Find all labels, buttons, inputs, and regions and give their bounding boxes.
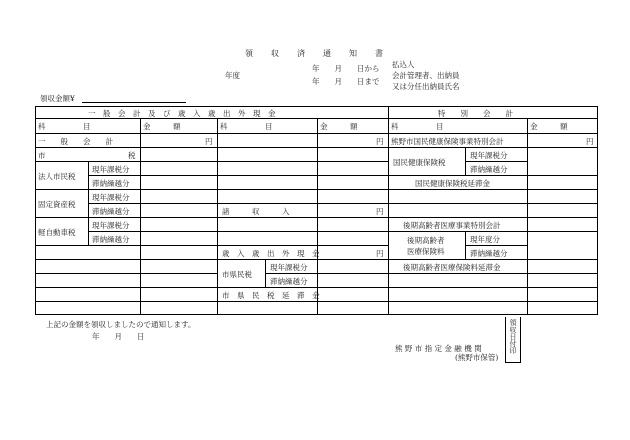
bank-sub: (熊野市保管)	[455, 353, 499, 362]
tax-label: 税	[128, 151, 136, 160]
ippan-kaikei-label: 一 般 会 計	[38, 137, 113, 146]
koki-fee-label-1: 後期高齢者	[407, 236, 445, 245]
property-arrears-label: 滞納繰越分	[92, 207, 130, 216]
light-vehicle-current-label: 現年課税分	[92, 221, 130, 230]
kokuho-late-fee-label: 国民健康保険税延滞金	[415, 179, 490, 188]
payer-label: 払込人	[392, 60, 415, 69]
misc-income-label: 諸 収 入	[222, 207, 290, 216]
corporate-current-label: 現年課税分	[92, 165, 130, 174]
koki-current-label: 現年度分	[470, 235, 500, 244]
resident-tax-label: 市県民税	[222, 270, 252, 279]
light-vehicle-arrears-label: 滞納繰越分	[92, 235, 130, 244]
resident-arrears-label: 滞納繰越分	[270, 277, 308, 286]
misc-income-yen: 円	[376, 207, 384, 216]
yen-unit-right: 円	[376, 137, 384, 146]
special-yen-unit: 円	[586, 137, 594, 146]
koki-fee-label-2: 医療保険料	[407, 247, 445, 256]
city-label: 市	[38, 151, 46, 160]
koki-arrears-label: 滞納繰越分	[470, 249, 508, 258]
yen-unit: 円	[205, 137, 213, 146]
koki-account-label: 後期高齢者医療事業特別会計	[403, 221, 501, 230]
col-kamoku-3: 科 目	[391, 122, 444, 131]
col-kingaku-2: 金 額	[320, 122, 358, 131]
amount-underline	[82, 102, 186, 103]
property-tax-label: 固定資産税	[38, 200, 76, 209]
notice-text: 上記の金額を領収しましたので通知します。	[46, 320, 196, 329]
resident-current-label: 現年課税分	[270, 263, 308, 272]
col-kingaku-3: 金 額	[530, 122, 568, 131]
bank-name: 熊 野 市 指 定 金 融 機 関	[395, 344, 482, 353]
col-kamoku-2: 科 目	[220, 122, 273, 131]
period-from: 年 月 日から	[312, 64, 380, 73]
col-kamoku-1: 科 目	[38, 122, 91, 131]
stamp-label: 領収日付印	[509, 319, 517, 354]
document-title: 領 収 済 通 知 書	[245, 49, 388, 58]
col-kingaku-1: 金 額	[143, 122, 181, 131]
property-current-label: 現年課税分	[92, 193, 130, 202]
received-amount-label: 領収金額¥	[40, 94, 75, 103]
kokuho-account-label: 熊野市国民健康保険事業特別会計	[391, 137, 504, 146]
resident-late-fee-label: 市 県 民 税 延 滞 金	[222, 291, 320, 300]
extra-cash-yen: 円	[376, 249, 384, 258]
notice-date: 年 月 日	[92, 332, 145, 341]
light-vehicle-tax-label: 軽自動車税	[38, 228, 76, 237]
kokuho-tax-label: 国民健康保険税	[393, 158, 446, 167]
payer-line-2: 会計管理者、出納員	[392, 71, 460, 80]
general-section-title: 一 般 会 計 及 び 歳 入 歳 出 外 現 金	[88, 109, 276, 118]
extra-cash-label: 歳 入 歳 出 外 現 金	[222, 249, 320, 258]
corporate-arrears-label: 滞納繰越分	[92, 179, 130, 188]
koki-late-fee-label: 後期高齢者医療保険料延滞金	[403, 263, 501, 272]
special-section-title: 特 別 会 計	[438, 109, 513, 118]
fiscal-year-label: 年度	[225, 71, 240, 80]
kokuho-current-label: 現年課税分	[470, 151, 508, 160]
payer-line-3: 又は分任出納員氏名	[392, 82, 460, 91]
kokuho-arrears-label: 滞納繰越分	[470, 165, 508, 174]
corporate-tax-label: 法人市民税	[38, 172, 76, 181]
period-to: 年 月 日まで	[312, 77, 380, 86]
